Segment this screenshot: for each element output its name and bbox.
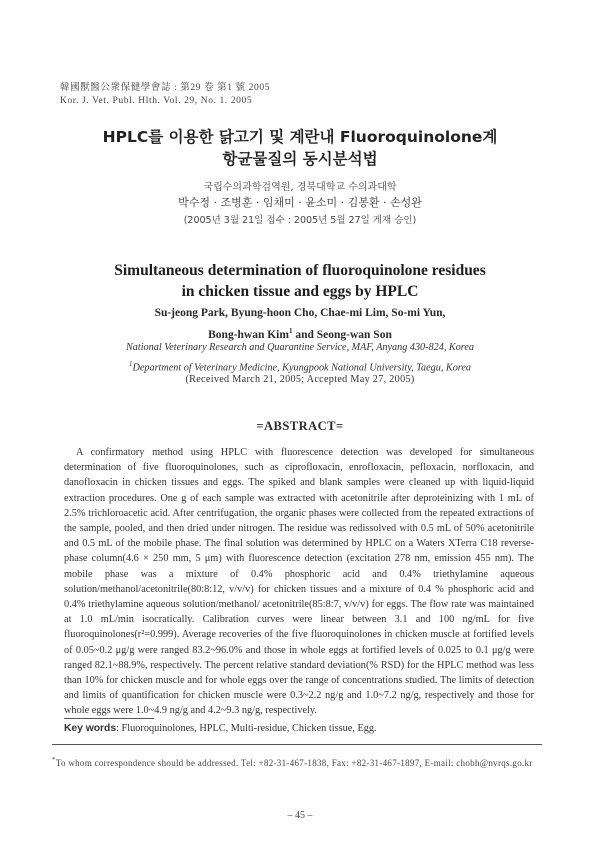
english-authors-line2 [0, 323, 600, 343]
english-received: (Received March 21, 2005; Accepted May 27, 2005) [185, 374, 415, 385]
english-title-line2: in chicken tissue and eggs by HPLC [181, 283, 419, 300]
footnote-text: To whom correspondence should be addressed. Tel: +82-31-467-1838, Fax: +82-31-467-1897, E-mail: chobh@nvrqs.go.kr [55, 758, 533, 768]
keywords-rule [64, 718, 154, 719]
english-authors-line1 [0, 305, 600, 321]
keywords [64, 722, 534, 736]
journal-ref-korean: 韓國獸醫公衆保健學會誌 : 第29 卷 第1 號 2005 [60, 83, 271, 93]
authors-line2-a: Bong-hwan Kim [208, 328, 289, 341]
english-affiliation1: National Veterinary Research and Quarantine Service, MAF, Anyang 430-824, Korea [125, 342, 474, 353]
authors-line2-b: and Seong-wan Son [292, 328, 392, 341]
page-number: – 45 – [287, 810, 313, 821]
abstract-heading: =ABSTRACT= [256, 419, 344, 433]
korean-received: (2005년 3월 21일 접수 : 2005년 5월 27일 게재 승인) [183, 215, 417, 226]
abstract-body: A confirmatory method using HPLC with fluorescence detection was developed for simultaneous determination of five fluoroquinolones, such as ciprofloxacin, enrofloxacin, pefloxacin, norfloxacin, and danofloxacin in chicken tissues and eggs. The spiked and blank samples were cleaned up with liquid-liquid extraction procedures. One g of each sample was extracted with acetonitrile after deproteinizing with 1 mL of 2.5% trichloroacetic acid. After centrifugation, the organic phases were collected from the repeated extractions of the sample, pooled, and then dried under nitrogen. The residue was redissolved with 0.5 mL of 50% acetonitrile and 0.5 mL of the mobile phase. The final solution was determined by HPLC on a Waters XTerra C18 reverse-phase column(4.6 × 250 mm, 5 μm) with fluorescence detection (excitation 278 nm, emission 455 nm). The mobile phase was a mixture of 0.4% phosphoric acid and 0.4% triethylamine aqueous solution/methanol/acetonitrile(80:8:12, v/v/v) for chicken tissues and a mixture of 0.4 % phosphoric acid and 0.4% triethylamine aqueous solution/methanol/ acetonitrile(85:8:7, v/v/v) for eggs. The flow rate was maintained at 1.0 mL/min isocratically. Calibration curves were linear between 3.1 and 100 ng/mL for five fluoroquinolones(r²=0.999). Average recoveries of the five fluoroquinolones in chicken muscle at fortified levels of 0.05~0.2 μg/g were ranged 83.2~96.0% and those in whole eggs at fortified levels of 0.025 to 0.1 μg/g were ranged 82.1~88.9%, respectively. The percent relative standard deviation(% RSD) for the HPLC method was less than 10% for chicken muscle and for whole eggs over the range of concentrations studied. The limits of detection and limits of quantification for chicken muscle were 0.3~2.2 ng/g and 1.0~7.2 ng/g, respectively and those for whole eggs were 1.0~4.9 ng/g and 4.2~9.3 ng/g, respectively. [64, 447, 534, 717]
english-title-line1: Simultaneous determination of fluoroquinolone residues [114, 262, 486, 279]
journal-ref-english: Kor. J. Vet. Publ. Hlth. Vol. 29, No. 1. 2005 [60, 96, 253, 106]
footnote-mark: * [52, 756, 56, 764]
affil-sup-1: 1 [288, 327, 293, 335]
english-affiliation2 [0, 357, 600, 375]
keywords-label: Key words [64, 723, 117, 734]
authors-line1-text: Su-jeong Park, Byung-hoon Cho, Chae-mi Lim, So-mi Yun, [154, 307, 446, 319]
korean-title-line1: HPLC를 이용한 닭고기 및 계란내 Fluoroquinolone계 [102, 128, 498, 146]
footnote-rule [52, 744, 542, 745]
korean-affiliation: 국립수의과학검역원, 경북대학교 수의과대학 [203, 182, 397, 193]
affiliation2-text: Department of Veterinary Medicine, Kyungpook National University, Taegu, Korea [132, 362, 471, 374]
korean-title-line2: 항균물질의 동시분석법 [222, 150, 378, 168]
affil-sup-2: 1 [129, 360, 133, 368]
keywords-text: : Fluoroquinolones, HPLC, Multi-residue, Chicken tissue, Egg. [116, 723, 377, 734]
footnote [52, 754, 533, 769]
korean-authors: 박수정 · 조병훈 · 임채미 · 윤소미 · 김봉환 · 손성완 [178, 196, 422, 209]
